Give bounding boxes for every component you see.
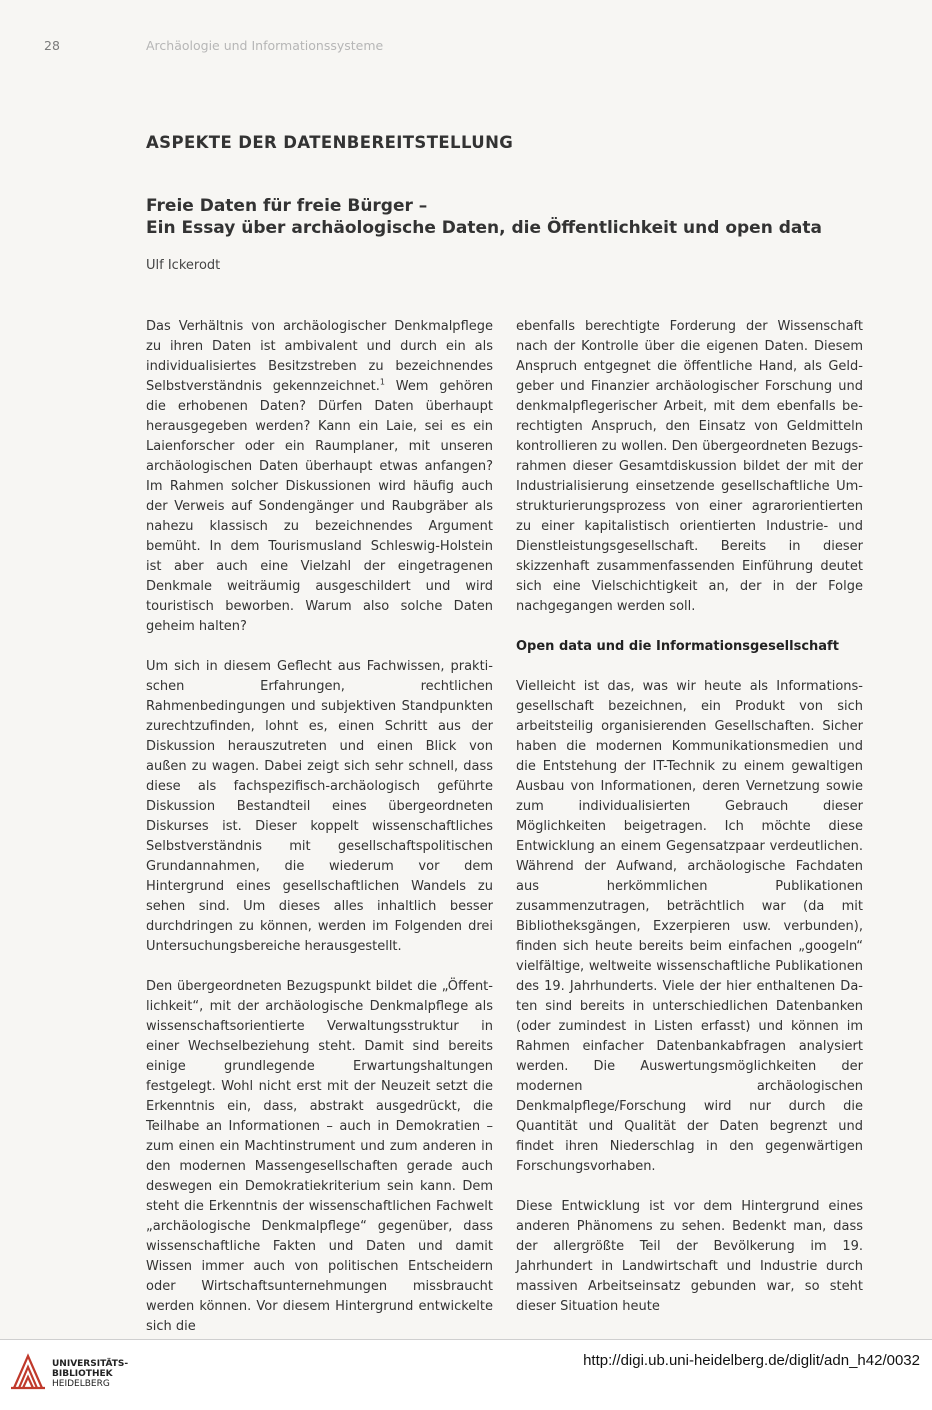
paragraph-5: Vielleicht ist das, was wir heute als Informationsgesellschaft bezeichnen, ein Produkt von sich arbeitsteilig organisierenden Gesellschaften. Sicher haben die modernen Kommunikationsmedien und die Entstehung der IT-Technik zu einem gewaltigen Ausbau von Informationen, deren Vernetzung sowie zum individualisierten Gebrauch dieser Möglichkeiten beigetragen. Ich möchte diese Entwicklung an einem Gegensatzpaar verdeutlichen. Während der Aufwand, archäologische Fachdaten aus herkömmlichen Publikationen zusammenzutragen, beträchtlich war (da mit Bibliotheksgängen, Exzerpieren usw. verbunden), finden sich heute bereits beim einfachen „googeln“ vielfältige, weltweite wissenschaftliche Publikationen des 19. Jahrhunderts. Viele der hier enthaltenen Daten sind bereits in unterschiedlichen Datenbanken (oder zumindest in Listen erfasst) und können im Rahmen einfacher Datenbankabfragen analysiert werden. Die Auswertungsmöglichkeiten der modernen archäologischen Denkmalpflege/Forschung wird nur durch die Quantität und Qualität der Daten begrenzt und findet ihren Niederschlag in den gegenwärtigen Forschungsvorhaben. xyxy=(516,679,863,1174)
paragraph-1-text-cont: Wem gehören die erhobenen Daten? Dürfen Daten überhaupt herausgegeben werden? Kann ein Laie, sei es ein Laienforscher oder ein Raumplaner, mit unseren archäologischen Daten überhaupt etwas anfangen? Im Rahmen solcher Diskussionen wird häufig auch der Verweis auf Sondengänger und Raubgräber als nahezu klassisch zu bezeichnendes Argument bemüht. In dem Tourismusland Schleswig-Holstein ist aber auch eine Vielzahl der eingetragenen Denkmale weiträumig ausgeschildert und wird touristisch beworben. Warum also solche Daten geheim halten? xyxy=(146,379,493,634)
right-column xyxy=(516,317,863,1337)
article-title-line2: Ein Essay über archäologische Daten, die Öffentlichkeit und open data xyxy=(146,218,822,238)
library-name-line1: UNIVERSITÄTS- xyxy=(52,1359,129,1369)
footer-bar xyxy=(0,1339,932,1410)
footnote-marker[interactable]: 1 xyxy=(379,377,385,387)
paragraph-1 xyxy=(146,317,493,637)
paragraph-1-text: Das Verhältnis von archäologischer Denkmalpflege zu ihren Daten ist ambivalent und durch ein als individualisiertes Besitzstreben zu bezeichnendes Selbstverständnis gekennzeichnet. xyxy=(146,319,493,394)
paragraph-6: Diese Entwicklung ist vor dem Hintergrund eines anderen Phänomens zu sehen. Bedenkt man, dass der allergrößte Teil der Bevölkerung im 19. Jahrhundert in Landwirtschaft und Industrie durch massiven Arbeitseinsatz gebunden war, so steht dieser Situation heute xyxy=(516,1199,863,1314)
paragraph-3: Den übergeordneten Bezugspunkt bildet die „Öffentlichkeit“, mit der archäologische Denkmalpflege als wissenschaftsorientierte Verwaltungsstruktur in einer Wechselbeziehung steht. Damit sind bereits einige grundlegende Erwartungshaltungen festgelegt. Wohl nicht erst mit der Neuzeit setzt die Erkenntnis ein, dass, abstrakt ausgedrückt, die Teilhabe an Informationen – auch in Demokratien – zum einen ein Machtinstrument und zum anderen in den modernen Massengesellschaften gerade auch deswegen ein Demokratiekriterium sein kann. Dem steht die Erkenntnis der wissenschaftlichen Fachwelt „archäologische Denkmalpflege“ gegenüber, dass wissenschaftliche Fakten und Daten und damit Wissen immer auch von politischen Entscheidern oder Wirtschaftsunternehmungen missbraucht werden können. Vor diesem Hintergrund entwickelte sich die xyxy=(146,979,493,1334)
author: Ulf Ickerodt xyxy=(146,258,221,273)
running-head: Archäologie und Informationssysteme xyxy=(146,38,384,53)
paragraph-4: ebenfalls berechtigte Forderung der Wissenschaft nach der Kontrolle über die eigenen Daten. Diesem Anspruch entgegnet die öffentliche Hand, als Geldgeber und Finanzier archäologischer Forschung und denkmalpflegerischer Arbeit, mit dem ebenfalls berechtigten Anspruch, den Einsatz von Geldmitteln kontrollieren zu wollen. Den übergeordneten Bezugsrahmen dieser Gesamtdiskussion bildet der mit der Industrialisierung einsetzende gesellschaftliche Umstrukturierungsprozess von einer agrarorientierten zu einer kapitalistisch orientierten Industrie- und Dienstleistungsgesellschaft. Bereits in dieser skizzenhaft zusammenfassenden Einführung deutet sich eine Vielschichtigkeit an, der in der Folge nachgegangen werden soll. xyxy=(516,319,863,614)
library-name-line3: HEIDELBERG xyxy=(52,1379,110,1389)
library-name xyxy=(52,1359,128,1389)
footer-url[interactable]: http://digi.ub.uni-heidelberg.de/diglit/adn_h42/0032 xyxy=(583,1352,920,1369)
article-title-line1: Freie Daten für freie Bürger – xyxy=(146,196,428,216)
library-logo-icon xyxy=(8,1350,48,1394)
library-name-line2: BIBLIOTHEK xyxy=(52,1369,113,1379)
page-number: 28 xyxy=(44,38,60,53)
paragraph-2: Um sich in diesem Geflecht aus Fachwissen, praktischen Erfahrungen, rechtlichen Rahmenbedingungen und subjektiven Standpunkten zurechtzufinden, lohnt es, einen Schritt aus der Diskussion herauszutreten und einen Blick von außen zu wagen. Dabei zeigt sich sehr schnell, dass diese als fachspezifisch-archäologisch geführte Diskussion Bestandteil eines übergeordneten Diskurses ist. Dieser koppelt wissenschaftliches Selbstverständnis mit gesellschaftspolitischen Grundannahmen, die wiederum vor dem Hintergrund eines gesellschaftlichen Wandels zu sehen sind. Um dieses alles inhaltlich besser durchdringen zu können, werden im Folgenden drei Untersuchungsbereiche herausgestellt. xyxy=(146,659,493,954)
subheading: Open data und die Informationsgesellschaft xyxy=(516,639,839,654)
article-title xyxy=(146,195,822,239)
left-column xyxy=(146,317,493,1357)
section-title: ASPEKTE DER DATENBEREITSTELLUNG xyxy=(146,133,514,152)
